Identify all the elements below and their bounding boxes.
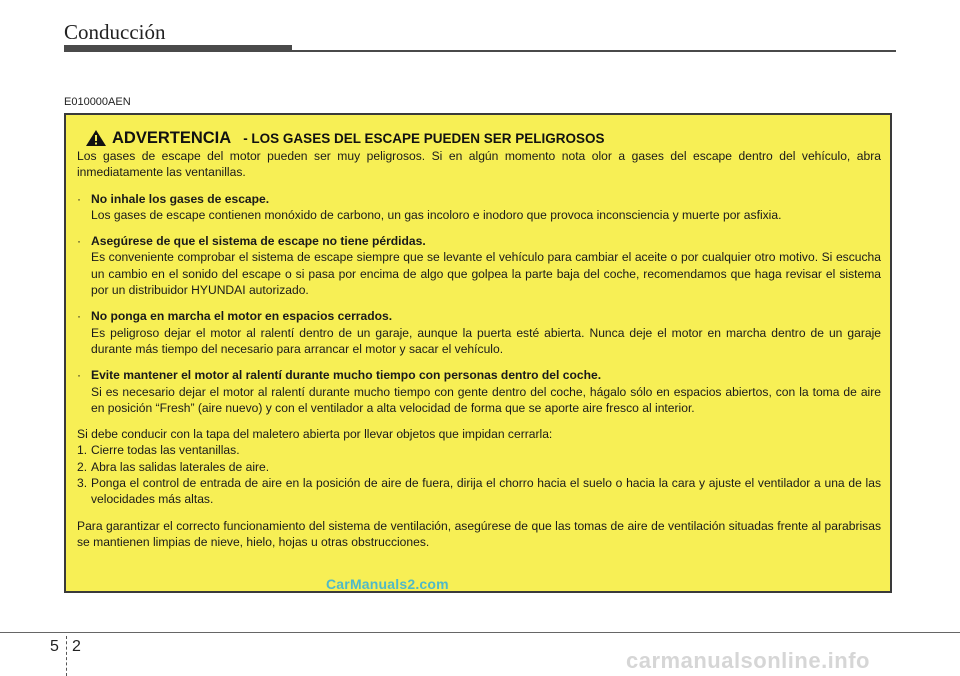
warning-intro: Los gases de escape del motor pueden ser muy peligrosos. Si en algún momento nota olor a gases del escape dentro del vehículo, abra inmediatamente las ventanillas. bbox=[77, 149, 881, 180]
page-number: 2 bbox=[72, 638, 81, 655]
page-title: Conducción bbox=[64, 20, 166, 44]
bullet-dot: · bbox=[77, 309, 82, 324]
warning-box bbox=[64, 113, 892, 593]
bullet-body: Si es necesario dejar el motor al ralentí durante mucho tiempo con gente dentro del coche, hágalo sólo en espacios abiertos, con la toma de aire en posición “Fresh” (aire nuevo) y con el ventilador a alta velocidad de forma que se aporte aire fresco al interior. bbox=[91, 384, 881, 415]
warning-triangle-icon bbox=[85, 129, 107, 147]
bullet-item bbox=[77, 367, 881, 416]
step-item bbox=[77, 475, 881, 508]
header-rule-thin bbox=[292, 50, 896, 52]
warning-subtitle: - LOS GASES DEL ESCAPE PUEDEN SER PELIGROSOS bbox=[243, 131, 605, 146]
warning-header bbox=[85, 129, 881, 147]
footer-divider bbox=[66, 636, 67, 676]
bullet-title: No ponga en marcha el motor en espacios cerrados. bbox=[91, 309, 393, 324]
step-text: Cierre todas las ventanillas. bbox=[91, 443, 240, 458]
bullet-item bbox=[77, 191, 881, 224]
chapter-number: 5 bbox=[50, 638, 59, 655]
header-rule-thick bbox=[64, 45, 292, 52]
bullet-item bbox=[77, 308, 881, 357]
bullet-body: Es conveniente comprobar el sistema de escape siempre que se levante el vehículo para cambiar el aceite o por cualquier otro motivo. Si escucha un cambio en el sonido del escape o si pasa por encima de algo que golpea la parte baja del coche, recomendamos que haga revisar el sistema por un distribuidor HYUNDAI autorizado. bbox=[91, 250, 881, 298]
closing-text: Para garantizar el correcto funcionamiento del sistema de ventilación, asegúrese de que las tomas de aire de ventilación situadas frente al parabrisas se mantienen limpias de nieve, hielo, hojas u otras obstrucciones. bbox=[77, 518, 881, 549]
bullet-title: Asegúrese de que el sistema de escape no tiene pérdidas. bbox=[91, 234, 426, 249]
step-text: Abra las salidas laterales de aire. bbox=[91, 459, 270, 474]
bullet-dot: · bbox=[77, 368, 82, 383]
section-code: E010000AEN bbox=[64, 96, 131, 108]
step-text: Ponga el control de entrada de aire en la posición de aire de fuera, dirija el chorro hacia el suelo o hacia la cara y ajuste el ventilador a una de las velocidades más altas. bbox=[91, 476, 881, 507]
bullet-body: Es peligroso dejar el motor al ralentí dentro de un garaje, aunque la puerta esté abierta. Nunca deje el motor en marcha dentro de un garaje durante más tiempo del necesario para arrancar el motor y sacar el vehículo. bbox=[91, 325, 881, 356]
step-number: 1. bbox=[77, 443, 88, 458]
step-number: 2. bbox=[77, 459, 88, 474]
step-item bbox=[77, 442, 881, 458]
bullet-body: Los gases de escape contienen monóxido de carbono, un gas incoloro e inodoro que provoca inconsciencia y muerte por asfixia. bbox=[91, 207, 782, 222]
bullet-item bbox=[77, 233, 881, 298]
bullet-dot: · bbox=[77, 234, 82, 249]
footer-rule bbox=[0, 632, 960, 633]
site-watermark: carmanualsonline.info bbox=[626, 648, 870, 673]
step-number: 3. bbox=[77, 476, 88, 491]
bullet-dot: · bbox=[77, 191, 82, 206]
trunk-intro: Si debe conducir con la tapa del maletero abierta por llevar objetos que impidan cerrarla: bbox=[77, 427, 553, 442]
watermark: CarManuals2.com bbox=[326, 576, 449, 592]
step-item bbox=[77, 459, 881, 475]
warning-label: ADVERTENCIA bbox=[112, 129, 232, 147]
bullet-title: Evite mantener el motor al ralentí durante mucho tiempo con personas dentro del coche. bbox=[91, 368, 602, 383]
bullet-title: No inhale los gases de escape. bbox=[91, 191, 270, 206]
